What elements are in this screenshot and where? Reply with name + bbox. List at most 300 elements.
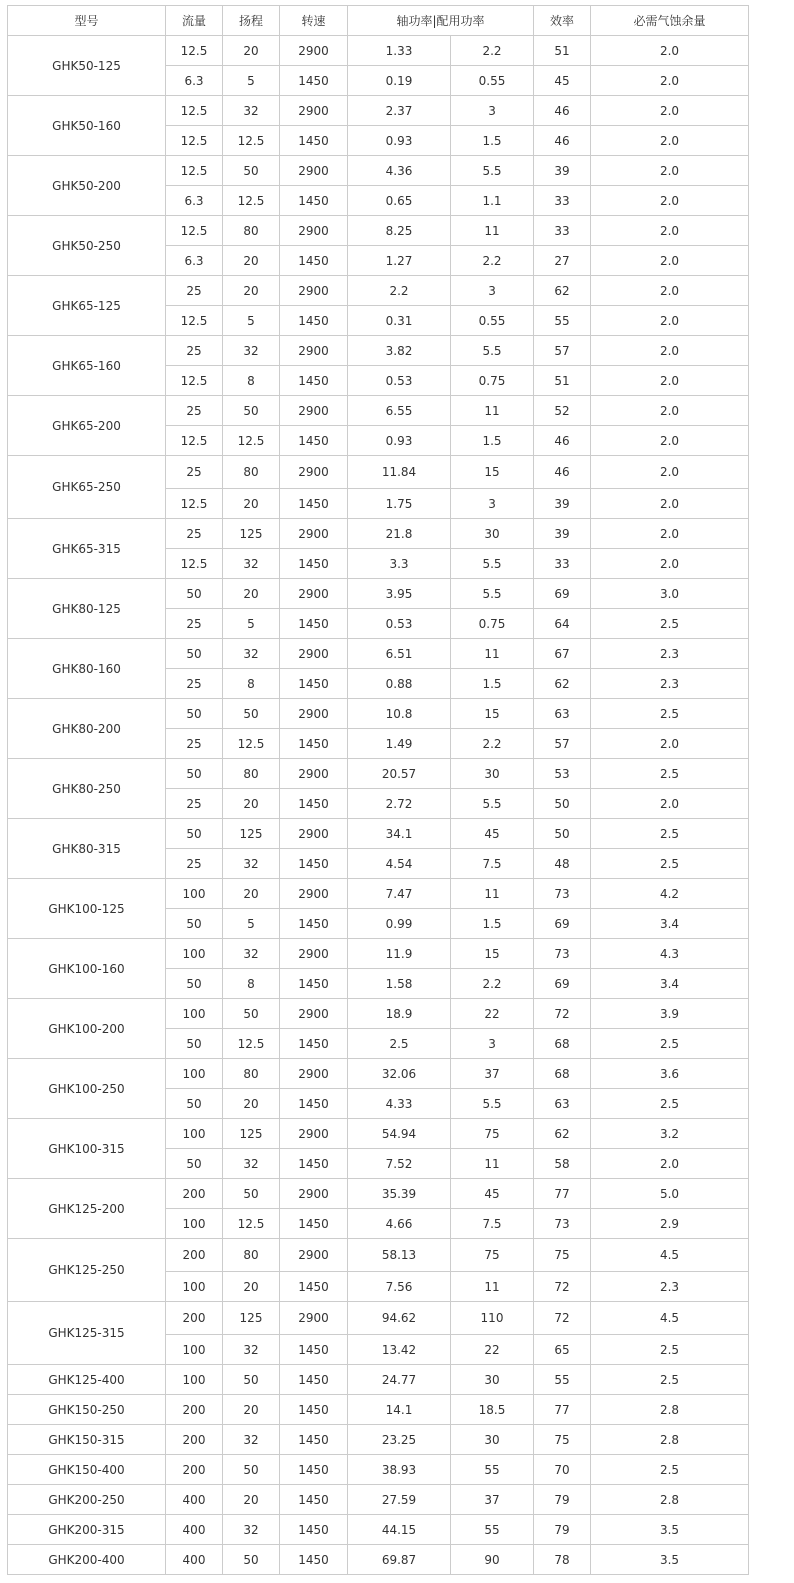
head-cell: 125 bbox=[223, 819, 280, 849]
motor-cell: 22 bbox=[451, 999, 534, 1029]
shaft-cell: 7.56 bbox=[348, 1272, 451, 1302]
npsh-cell: 2.0 bbox=[591, 36, 749, 66]
eff-cell: 57 bbox=[534, 336, 591, 366]
flow-cell: 50 bbox=[166, 969, 223, 999]
head-cell: 50 bbox=[223, 999, 280, 1029]
table-row bbox=[8, 96, 749, 126]
eff-cell: 48 bbox=[534, 849, 591, 879]
npsh-cell: 2.5 bbox=[591, 849, 749, 879]
flow-cell: 50 bbox=[166, 1149, 223, 1179]
npsh-cell: 2.5 bbox=[591, 699, 749, 729]
motor-cell: 0.55 bbox=[451, 306, 534, 336]
flow-cell: 100 bbox=[166, 1272, 223, 1302]
eff-cell: 39 bbox=[534, 519, 591, 549]
speed-cell: 2900 bbox=[280, 1302, 348, 1335]
table-row bbox=[8, 579, 749, 609]
shaft-cell: 23.25 bbox=[348, 1425, 451, 1455]
shaft-cell: 1.58 bbox=[348, 969, 451, 999]
shaft-cell: 54.94 bbox=[348, 1119, 451, 1149]
flow-cell: 25 bbox=[166, 336, 223, 366]
speed-cell: 2900 bbox=[280, 156, 348, 186]
flow-cell: 50 bbox=[166, 699, 223, 729]
eff-cell: 70 bbox=[534, 1455, 591, 1485]
model-cell: GHK100-315 bbox=[8, 1119, 166, 1179]
flow-cell: 12.5 bbox=[166, 306, 223, 336]
motor-cell: 45 bbox=[451, 819, 534, 849]
shaft-cell: 21.8 bbox=[348, 519, 451, 549]
shaft-cell: 14.1 bbox=[348, 1395, 451, 1425]
head-cell: 12.5 bbox=[223, 126, 280, 156]
eff-cell: 52 bbox=[534, 396, 591, 426]
flow-cell: 25 bbox=[166, 276, 223, 306]
table-row bbox=[8, 1425, 749, 1455]
speed-cell: 2900 bbox=[280, 1119, 348, 1149]
head-cell: 20 bbox=[223, 1485, 280, 1515]
eff-cell: 39 bbox=[534, 489, 591, 519]
npsh-cell: 2.9 bbox=[591, 1209, 749, 1239]
model-cell: GHK125-315 bbox=[8, 1302, 166, 1365]
npsh-cell: 2.3 bbox=[591, 639, 749, 669]
flow-cell: 12.5 bbox=[166, 156, 223, 186]
table-header-row bbox=[8, 6, 749, 36]
motor-cell: 0.75 bbox=[451, 609, 534, 639]
speed-cell: 2900 bbox=[280, 336, 348, 366]
npsh-cell: 2.0 bbox=[591, 729, 749, 759]
motor-cell: 3 bbox=[451, 489, 534, 519]
model-cell: GHK80-160 bbox=[8, 639, 166, 699]
flow-cell: 6.3 bbox=[166, 246, 223, 276]
flow-cell: 12.5 bbox=[166, 96, 223, 126]
shaft-cell: 44.15 bbox=[348, 1515, 451, 1545]
motor-cell: 1.5 bbox=[451, 126, 534, 156]
npsh-cell: 2.0 bbox=[591, 306, 749, 336]
speed-cell: 2900 bbox=[280, 456, 348, 489]
flow-cell: 25 bbox=[166, 456, 223, 489]
motor-cell: 11 bbox=[451, 879, 534, 909]
motor-cell: 1.1 bbox=[451, 186, 534, 216]
eff-cell: 46 bbox=[534, 96, 591, 126]
speed-cell: 2900 bbox=[280, 96, 348, 126]
npsh-cell: 2.0 bbox=[591, 216, 749, 246]
shaft-cell: 1.49 bbox=[348, 729, 451, 759]
shaft-cell: 7.47 bbox=[348, 879, 451, 909]
table-row bbox=[8, 156, 749, 186]
speed-cell: 1450 bbox=[280, 789, 348, 819]
speed-cell: 1450 bbox=[280, 1395, 348, 1425]
eff-cell: 64 bbox=[534, 609, 591, 639]
shaft-cell: 3.82 bbox=[348, 336, 451, 366]
table-row bbox=[8, 1515, 749, 1545]
eff-cell: 77 bbox=[534, 1179, 591, 1209]
flow-cell: 50 bbox=[166, 909, 223, 939]
shaft-cell: 6.51 bbox=[348, 639, 451, 669]
motor-cell: 11 bbox=[451, 1272, 534, 1302]
npsh-cell: 2.0 bbox=[591, 276, 749, 306]
table-row bbox=[8, 276, 749, 306]
flow-cell: 200 bbox=[166, 1395, 223, 1425]
motor-cell: 15 bbox=[451, 699, 534, 729]
head-cell: 50 bbox=[223, 156, 280, 186]
flow-cell: 100 bbox=[166, 1335, 223, 1365]
motor-cell: 30 bbox=[451, 519, 534, 549]
speed-cell: 1450 bbox=[280, 1209, 348, 1239]
eff-cell: 77 bbox=[534, 1395, 591, 1425]
flow-cell: 6.3 bbox=[166, 186, 223, 216]
speed-cell: 1450 bbox=[280, 1455, 348, 1485]
motor-cell: 3 bbox=[451, 96, 534, 126]
model-cell: GHK100-250 bbox=[8, 1059, 166, 1119]
npsh-cell: 2.0 bbox=[591, 489, 749, 519]
npsh-cell: 2.0 bbox=[591, 1149, 749, 1179]
shaft-cell: 1.75 bbox=[348, 489, 451, 519]
speed-cell: 2900 bbox=[280, 639, 348, 669]
npsh-cell: 2.0 bbox=[591, 396, 749, 426]
eff-cell: 69 bbox=[534, 909, 591, 939]
shaft-cell: 0.53 bbox=[348, 366, 451, 396]
flow-cell: 12.5 bbox=[166, 489, 223, 519]
motor-cell: 7.5 bbox=[451, 849, 534, 879]
head-cell: 12.5 bbox=[223, 186, 280, 216]
speed-cell: 2900 bbox=[280, 519, 348, 549]
speed-cell: 2900 bbox=[280, 879, 348, 909]
motor-cell: 0.55 bbox=[451, 66, 534, 96]
npsh-cell: 2.0 bbox=[591, 126, 749, 156]
eff-cell: 50 bbox=[534, 819, 591, 849]
head-cell: 50 bbox=[223, 1179, 280, 1209]
head-cell: 32 bbox=[223, 1425, 280, 1455]
head-cell: 20 bbox=[223, 1089, 280, 1119]
eff-cell: 65 bbox=[534, 1335, 591, 1365]
table-row bbox=[8, 1059, 749, 1089]
eff-cell: 63 bbox=[534, 1089, 591, 1119]
motor-cell: 37 bbox=[451, 1485, 534, 1515]
head-cell: 125 bbox=[223, 519, 280, 549]
npsh-cell: 2.5 bbox=[591, 759, 749, 789]
flow-cell: 100 bbox=[166, 1119, 223, 1149]
shaft-cell: 4.66 bbox=[348, 1209, 451, 1239]
head-cell: 5 bbox=[223, 609, 280, 639]
model-cell: GHK50-125 bbox=[8, 36, 166, 96]
head-cell: 8 bbox=[223, 969, 280, 999]
model-cell: GHK125-200 bbox=[8, 1179, 166, 1239]
speed-cell: 1450 bbox=[280, 1272, 348, 1302]
head-cell: 32 bbox=[223, 549, 280, 579]
motor-cell: 75 bbox=[451, 1239, 534, 1272]
speed-cell: 2900 bbox=[280, 999, 348, 1029]
flow-cell: 12.5 bbox=[166, 426, 223, 456]
head-cell: 20 bbox=[223, 879, 280, 909]
eff-cell: 75 bbox=[534, 1425, 591, 1455]
flow-cell: 400 bbox=[166, 1515, 223, 1545]
npsh-cell: 4.3 bbox=[591, 939, 749, 969]
speed-cell: 1450 bbox=[280, 1515, 348, 1545]
shaft-cell: 94.62 bbox=[348, 1302, 451, 1335]
npsh-cell: 2.0 bbox=[591, 789, 749, 819]
head-cell: 20 bbox=[223, 789, 280, 819]
flow-cell: 25 bbox=[166, 396, 223, 426]
speed-cell: 1450 bbox=[280, 909, 348, 939]
motor-cell: 15 bbox=[451, 456, 534, 489]
eff-cell: 33 bbox=[534, 186, 591, 216]
motor-cell: 5.5 bbox=[451, 336, 534, 366]
motor-cell: 2.2 bbox=[451, 246, 534, 276]
eff-cell: 55 bbox=[534, 306, 591, 336]
head-cell: 32 bbox=[223, 849, 280, 879]
speed-cell: 2900 bbox=[280, 939, 348, 969]
flow-cell: 50 bbox=[166, 579, 223, 609]
table-row bbox=[8, 456, 749, 489]
npsh-cell: 2.5 bbox=[591, 1089, 749, 1119]
motor-cell: 30 bbox=[451, 1425, 534, 1455]
shaft-cell: 3.3 bbox=[348, 549, 451, 579]
motor-cell: 2.2 bbox=[451, 36, 534, 66]
motor-cell: 55 bbox=[451, 1455, 534, 1485]
motor-cell: 0.75 bbox=[451, 366, 534, 396]
eff-cell: 68 bbox=[534, 1059, 591, 1089]
npsh-cell: 3.5 bbox=[591, 1515, 749, 1545]
eff-cell: 51 bbox=[534, 366, 591, 396]
npsh-cell: 2.0 bbox=[591, 366, 749, 396]
header-npsh: 必需气蚀余量 bbox=[591, 6, 749, 36]
shaft-cell: 11.9 bbox=[348, 939, 451, 969]
npsh-cell: 2.0 bbox=[591, 336, 749, 366]
speed-cell: 2900 bbox=[280, 759, 348, 789]
table-body bbox=[8, 36, 749, 1575]
model-cell: GHK150-315 bbox=[8, 1425, 166, 1455]
shaft-cell: 2.2 bbox=[348, 276, 451, 306]
flow-cell: 25 bbox=[166, 849, 223, 879]
eff-cell: 27 bbox=[534, 246, 591, 276]
shaft-cell: 4.33 bbox=[348, 1089, 451, 1119]
motor-cell: 2.2 bbox=[451, 729, 534, 759]
model-cell: GHK65-200 bbox=[8, 396, 166, 456]
shaft-cell: 35.39 bbox=[348, 1179, 451, 1209]
model-cell: GHK50-250 bbox=[8, 216, 166, 276]
head-cell: 20 bbox=[223, 1272, 280, 1302]
head-cell: 125 bbox=[223, 1302, 280, 1335]
speed-cell: 2900 bbox=[280, 1239, 348, 1272]
shaft-cell: 13.42 bbox=[348, 1335, 451, 1365]
head-cell: 80 bbox=[223, 1239, 280, 1272]
npsh-cell: 2.5 bbox=[591, 1365, 749, 1395]
speed-cell: 2900 bbox=[280, 216, 348, 246]
flow-cell: 6.3 bbox=[166, 66, 223, 96]
npsh-cell: 2.5 bbox=[591, 1335, 749, 1365]
table-row bbox=[8, 36, 749, 66]
npsh-cell: 2.0 bbox=[591, 426, 749, 456]
model-cell: GHK100-160 bbox=[8, 939, 166, 999]
motor-cell: 45 bbox=[451, 1179, 534, 1209]
head-cell: 5 bbox=[223, 909, 280, 939]
head-cell: 5 bbox=[223, 306, 280, 336]
speed-cell: 1450 bbox=[280, 1545, 348, 1575]
eff-cell: 72 bbox=[534, 999, 591, 1029]
shaft-cell: 0.31 bbox=[348, 306, 451, 336]
speed-cell: 1450 bbox=[280, 1425, 348, 1455]
eff-cell: 75 bbox=[534, 1239, 591, 1272]
model-cell: GHK200-250 bbox=[8, 1485, 166, 1515]
eff-cell: 62 bbox=[534, 276, 591, 306]
table-row bbox=[8, 1395, 749, 1425]
eff-cell: 79 bbox=[534, 1515, 591, 1545]
speed-cell: 2900 bbox=[280, 276, 348, 306]
table-row bbox=[8, 639, 749, 669]
header-model: 型号 bbox=[8, 6, 166, 36]
npsh-cell: 3.2 bbox=[591, 1119, 749, 1149]
shaft-cell: 0.93 bbox=[348, 426, 451, 456]
head-cell: 12.5 bbox=[223, 729, 280, 759]
model-cell: GHK80-250 bbox=[8, 759, 166, 819]
eff-cell: 73 bbox=[534, 1209, 591, 1239]
shaft-cell: 11.84 bbox=[348, 456, 451, 489]
shaft-cell: 8.25 bbox=[348, 216, 451, 246]
npsh-cell: 2.5 bbox=[591, 819, 749, 849]
npsh-cell: 2.0 bbox=[591, 156, 749, 186]
flow-cell: 200 bbox=[166, 1179, 223, 1209]
eff-cell: 63 bbox=[534, 699, 591, 729]
head-cell: 5 bbox=[223, 66, 280, 96]
flow-cell: 25 bbox=[166, 789, 223, 819]
motor-cell: 3 bbox=[451, 276, 534, 306]
shaft-cell: 0.53 bbox=[348, 609, 451, 639]
speed-cell: 1450 bbox=[280, 1365, 348, 1395]
npsh-cell: 2.3 bbox=[591, 669, 749, 699]
model-cell: GHK80-125 bbox=[8, 579, 166, 639]
speed-cell: 2900 bbox=[280, 579, 348, 609]
model-cell: GHK125-250 bbox=[8, 1239, 166, 1302]
shaft-cell: 2.72 bbox=[348, 789, 451, 819]
head-cell: 50 bbox=[223, 1365, 280, 1395]
flow-cell: 200 bbox=[166, 1455, 223, 1485]
head-cell: 50 bbox=[223, 699, 280, 729]
motor-cell: 90 bbox=[451, 1545, 534, 1575]
npsh-cell: 2.0 bbox=[591, 96, 749, 126]
flow-cell: 100 bbox=[166, 1059, 223, 1089]
speed-cell: 1450 bbox=[280, 366, 348, 396]
head-cell: 125 bbox=[223, 1119, 280, 1149]
eff-cell: 51 bbox=[534, 36, 591, 66]
model-cell: GHK50-200 bbox=[8, 156, 166, 216]
table-row bbox=[8, 396, 749, 426]
model-cell: GHK200-315 bbox=[8, 1515, 166, 1545]
head-cell: 80 bbox=[223, 1059, 280, 1089]
flow-cell: 100 bbox=[166, 939, 223, 969]
shaft-cell: 18.9 bbox=[348, 999, 451, 1029]
speed-cell: 1450 bbox=[280, 609, 348, 639]
pump-spec-table bbox=[7, 5, 749, 1575]
npsh-cell: 3.5 bbox=[591, 1545, 749, 1575]
table-row bbox=[8, 1302, 749, 1335]
npsh-cell: 2.8 bbox=[591, 1425, 749, 1455]
npsh-cell: 4.5 bbox=[591, 1239, 749, 1272]
header-speed: 转速 bbox=[280, 6, 348, 36]
motor-cell: 1.5 bbox=[451, 426, 534, 456]
table-row bbox=[8, 1365, 749, 1395]
motor-cell: 11 bbox=[451, 216, 534, 246]
head-cell: 32 bbox=[223, 1149, 280, 1179]
npsh-cell: 2.0 bbox=[591, 456, 749, 489]
flow-cell: 100 bbox=[166, 1209, 223, 1239]
eff-cell: 73 bbox=[534, 939, 591, 969]
shaft-cell: 7.52 bbox=[348, 1149, 451, 1179]
npsh-cell: 5.0 bbox=[591, 1179, 749, 1209]
eff-cell: 53 bbox=[534, 759, 591, 789]
speed-cell: 1450 bbox=[280, 729, 348, 759]
head-cell: 50 bbox=[223, 396, 280, 426]
motor-cell: 18.5 bbox=[451, 1395, 534, 1425]
head-cell: 80 bbox=[223, 456, 280, 489]
eff-cell: 46 bbox=[534, 456, 591, 489]
header-power: 轴功率|配用功率 bbox=[348, 6, 534, 36]
head-cell: 50 bbox=[223, 1455, 280, 1485]
shaft-cell: 32.06 bbox=[348, 1059, 451, 1089]
flow-cell: 50 bbox=[166, 639, 223, 669]
head-cell: 32 bbox=[223, 1515, 280, 1545]
npsh-cell: 2.5 bbox=[591, 1455, 749, 1485]
shaft-cell: 4.54 bbox=[348, 849, 451, 879]
shaft-cell: 2.37 bbox=[348, 96, 451, 126]
motor-cell: 110 bbox=[451, 1302, 534, 1335]
flow-cell: 12.5 bbox=[166, 366, 223, 396]
shaft-cell: 3.95 bbox=[348, 579, 451, 609]
eff-cell: 69 bbox=[534, 579, 591, 609]
eff-cell: 33 bbox=[534, 549, 591, 579]
npsh-cell: 2.8 bbox=[591, 1485, 749, 1515]
speed-cell: 1450 bbox=[280, 1149, 348, 1179]
flow-cell: 12.5 bbox=[166, 216, 223, 246]
flow-cell: 400 bbox=[166, 1545, 223, 1575]
head-cell: 32 bbox=[223, 639, 280, 669]
npsh-cell: 3.0 bbox=[591, 579, 749, 609]
model-cell: GHK80-315 bbox=[8, 819, 166, 879]
npsh-cell: 2.0 bbox=[591, 246, 749, 276]
shaft-cell: 69.87 bbox=[348, 1545, 451, 1575]
model-cell: GHK100-125 bbox=[8, 879, 166, 939]
table-row bbox=[8, 1239, 749, 1272]
npsh-cell: 2.0 bbox=[591, 549, 749, 579]
table-row bbox=[8, 939, 749, 969]
head-cell: 20 bbox=[223, 36, 280, 66]
shaft-cell: 0.93 bbox=[348, 126, 451, 156]
shaft-cell: 2.5 bbox=[348, 1029, 451, 1059]
head-cell: 32 bbox=[223, 1335, 280, 1365]
speed-cell: 2900 bbox=[280, 396, 348, 426]
npsh-cell: 2.0 bbox=[591, 519, 749, 549]
model-cell: GHK150-250 bbox=[8, 1395, 166, 1425]
eff-cell: 69 bbox=[534, 969, 591, 999]
flow-cell: 50 bbox=[166, 819, 223, 849]
speed-cell: 1450 bbox=[280, 426, 348, 456]
table-row bbox=[8, 1179, 749, 1209]
head-cell: 20 bbox=[223, 579, 280, 609]
speed-cell: 1450 bbox=[280, 126, 348, 156]
flow-cell: 50 bbox=[166, 759, 223, 789]
npsh-cell: 2.0 bbox=[591, 186, 749, 216]
flow-cell: 100 bbox=[166, 999, 223, 1029]
shaft-cell: 0.99 bbox=[348, 909, 451, 939]
table-row bbox=[8, 759, 749, 789]
motor-cell: 1.5 bbox=[451, 909, 534, 939]
motor-cell: 5.5 bbox=[451, 579, 534, 609]
flow-cell: 12.5 bbox=[166, 126, 223, 156]
shaft-cell: 1.27 bbox=[348, 246, 451, 276]
eff-cell: 72 bbox=[534, 1302, 591, 1335]
shaft-cell: 24.77 bbox=[348, 1365, 451, 1395]
head-cell: 20 bbox=[223, 489, 280, 519]
head-cell: 8 bbox=[223, 669, 280, 699]
eff-cell: 33 bbox=[534, 216, 591, 246]
model-cell: GHK65-250 bbox=[8, 456, 166, 519]
